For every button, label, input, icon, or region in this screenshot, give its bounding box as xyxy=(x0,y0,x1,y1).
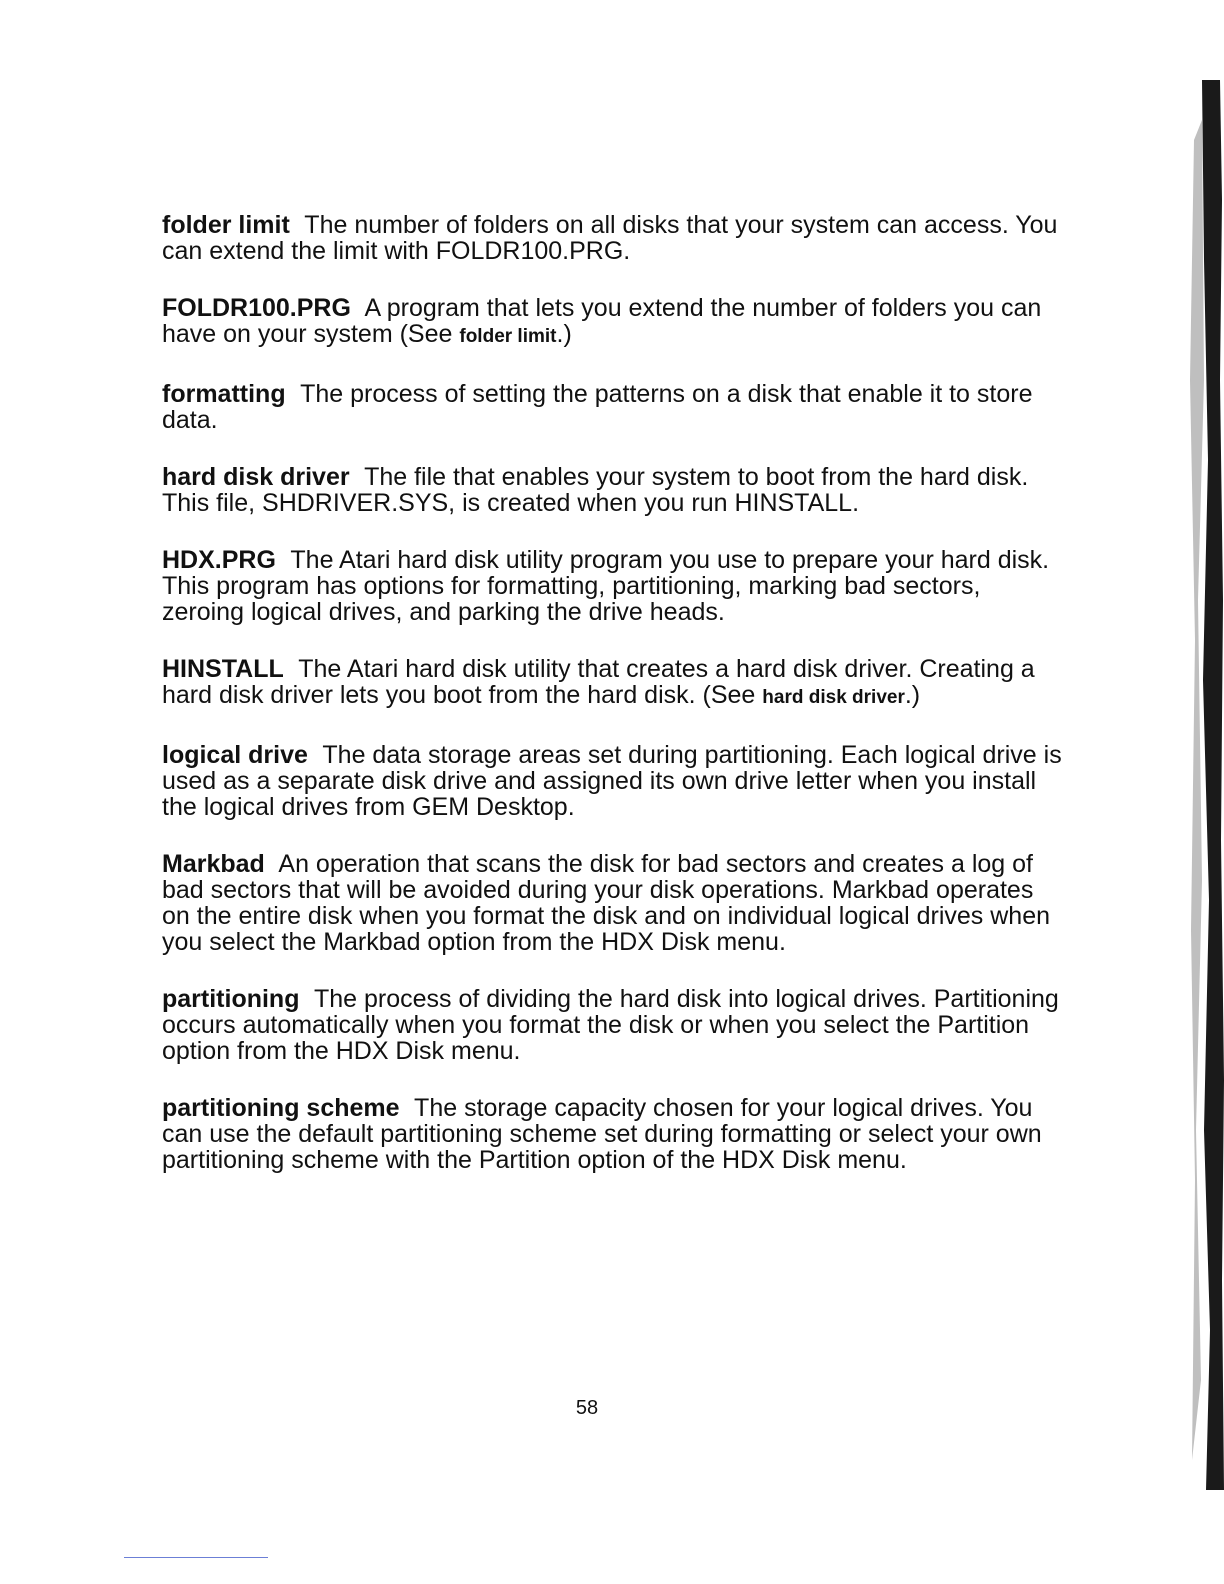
scan-binding-edge xyxy=(1180,80,1224,1490)
entry-term: partitioning scheme xyxy=(162,1094,400,1122)
entry-definition: The data storage areas set during partitioning. Each logical drive is used as a separate disk drive and assigned its own drive letter when you install the logical drives from GEM Desktop. xyxy=(162,741,1062,821)
entry-term: folder limit xyxy=(162,211,290,239)
entry-term: partitioning xyxy=(162,985,300,1013)
entry-definition: The Atari hard disk utility that creates a hard disk driver. Creating a hard disk driver lets you boot from the hard disk. (See xyxy=(162,655,1035,709)
entry-cross-reference: folder limit xyxy=(459,326,557,347)
glossary-entry-hdx-prg xyxy=(162,547,1062,625)
glossary-entry-folder-limit xyxy=(162,212,1062,264)
entry-definition: A program that lets you extend the number of folders you can have on your system (See xyxy=(162,294,1042,348)
entry-tail: .) xyxy=(556,320,572,348)
entry-term: logical drive xyxy=(162,741,308,769)
entry-definition: An operation that scans the disk for bad sectors and creates a log of bad sectors that will be avoided during your disk operations. Markbad operates on the entire disk when you format the disk and on individual logical drives when you select the Markbad option from the HDX Disk menu. xyxy=(162,850,1051,956)
glossary-entry-logical-drive xyxy=(162,742,1062,820)
entry-term: Markbad xyxy=(162,850,265,878)
entry-definition: The process of dividing the hard disk into logical drives. Partitioning occurs automatically when you format the disk or when you select the Partition option from the HDX Disk menu. xyxy=(162,985,1059,1065)
glossary-entry-foldr100 xyxy=(162,295,1062,350)
entry-definition: The storage capacity chosen for your logical drives. You can use the default partitioning scheme set during formatting or select your own partitioning scheme with the Partition option of the HDX Disk menu. xyxy=(162,1094,1042,1174)
entry-term: hard disk driver xyxy=(162,463,350,491)
glossary-entry-hinstall xyxy=(162,656,1062,711)
glossary-entry-markbad xyxy=(162,851,1062,955)
entry-term: formatting xyxy=(162,380,286,408)
glossary-list xyxy=(162,212,1062,1204)
entry-term: FOLDR100.PRG xyxy=(162,294,351,322)
entry-cross-reference: hard disk driver xyxy=(762,687,905,708)
glossary-entry-partitioning xyxy=(162,986,1062,1064)
glossary-entry-hard-disk-driver xyxy=(162,464,1062,516)
glossary-entry-formatting xyxy=(162,381,1062,433)
entry-definition: The number of folders on all disks that your system can access. You can extend the limit with FOLDR100.PRG. xyxy=(162,211,1058,265)
page-number: 58 xyxy=(575,1397,599,1419)
entry-term: HINSTALL xyxy=(162,655,284,683)
footer-rule xyxy=(124,1557,268,1558)
entry-definition: The file that enables your system to boot from the hard disk. This file, SHDRIVER.SYS, is created when you run HINSTALL. xyxy=(162,463,1029,517)
entry-term: HDX.PRG xyxy=(162,546,276,574)
entry-definition: The process of setting the patterns on a disk that enable it to store data. xyxy=(162,380,1033,434)
entry-definition: The Atari hard disk utility program you use to prepare your hard disk. This program has options for formatting, partitioning, marking bad sectors, zeroing logical drives, and parking the drive heads. xyxy=(162,546,1050,626)
glossary-entry-partitioning-scheme xyxy=(162,1095,1062,1173)
entry-tail: .) xyxy=(904,681,921,709)
